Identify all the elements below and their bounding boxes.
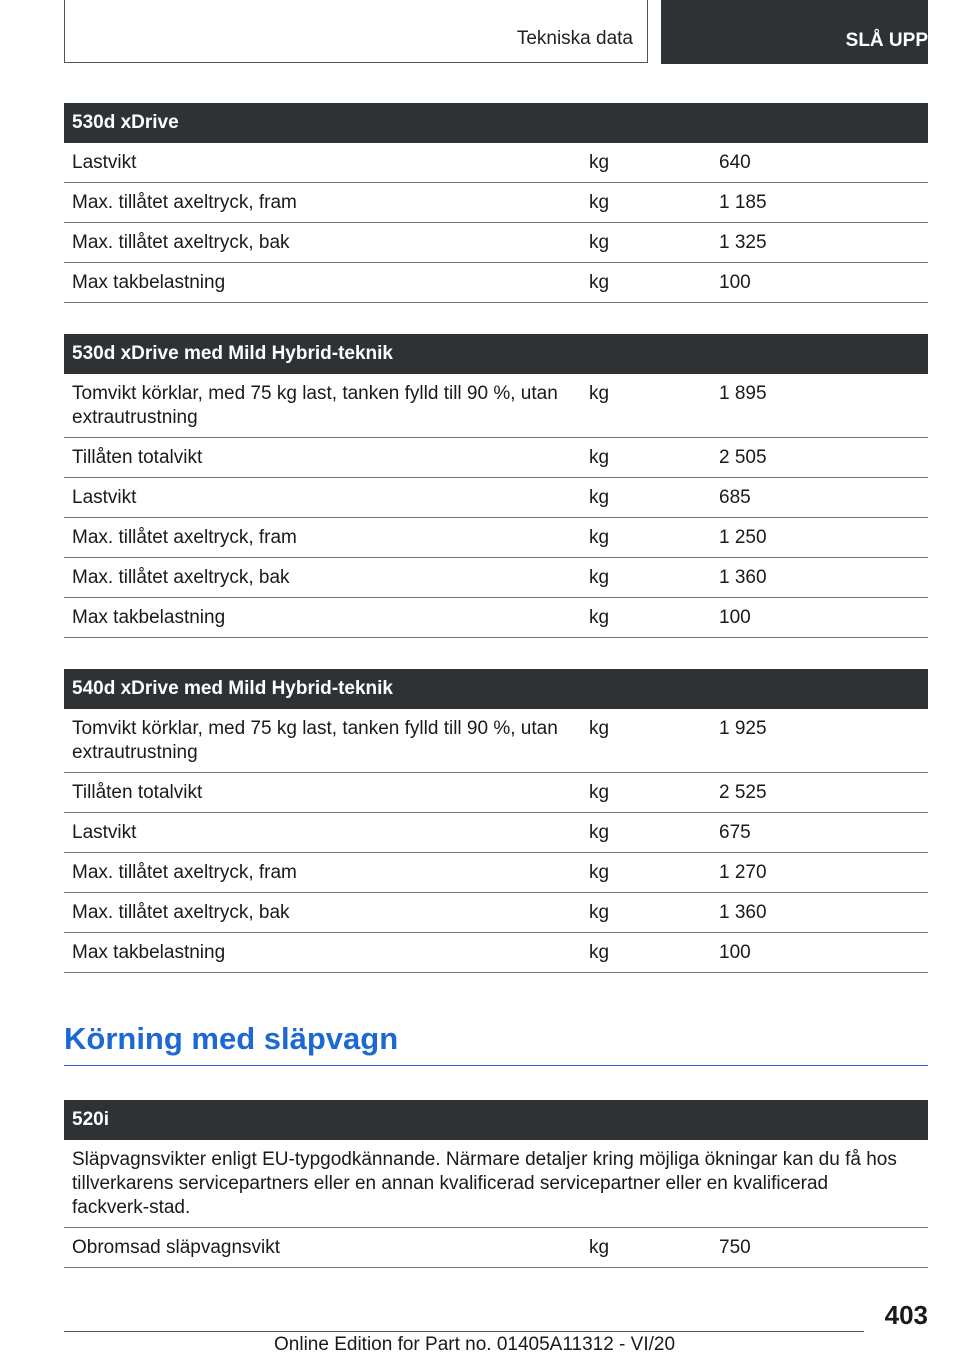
row-value: 1 185 (719, 192, 767, 213)
table-title: 520i (64, 1100, 928, 1140)
row-unit: kg (589, 272, 610, 293)
table-row (64, 773, 928, 813)
row-unit: kg (589, 192, 610, 213)
row-label: Tomvikt körklar, med 75 kg last, tanken fylld till 90 %, utan extrautrustning (72, 718, 558, 763)
edition-text: Online Edition for Part no. 01405A11312 - VI/20 (274, 1334, 676, 1355)
row-label: Max. tillåtet axeltryck, bak (72, 902, 290, 923)
row-unit: kg (589, 942, 610, 963)
lookup-label: SLÅ UPP (845, 30, 928, 51)
row-value: 685 (719, 487, 751, 508)
table-note-row (64, 1140, 928, 1228)
page-header (64, 0, 928, 64)
row-label: Lastvikt (72, 152, 137, 173)
row-value: 750 (719, 1237, 751, 1258)
row-unit: kg (589, 527, 610, 548)
row-unit: kg (589, 718, 610, 739)
spec-table-530d (64, 103, 928, 303)
table-row (64, 143, 928, 183)
trailer-table-520i (64, 1100, 928, 1268)
row-unit: kg (589, 152, 610, 173)
row-unit: kg (589, 567, 610, 588)
row-label: Max. tillåtet axeltryck, fram (72, 862, 297, 883)
table-row (64, 1228, 928, 1268)
page-content (64, 103, 928, 1268)
row-label: Max takbelastning (72, 272, 226, 293)
table-row (64, 853, 928, 893)
row-label: Max. tillåtet axeltryck, bak (72, 567, 290, 588)
section-label: Tekniska data (516, 28, 633, 49)
table-row (64, 558, 928, 598)
row-label: Max. tillåtet axeltryck, bak (72, 232, 290, 253)
table-title: 530d xDrive (64, 103, 928, 143)
section-tab[interactable] (64, 0, 648, 63)
table-row (64, 518, 928, 558)
row-label: Tillåten totalvikt (72, 782, 203, 803)
row-unit: kg (589, 232, 610, 253)
row-value: 2 525 (719, 782, 767, 803)
table-title: 530d xDrive med Mild Hybrid-teknik (64, 334, 928, 374)
row-label: Tomvikt körklar, med 75 kg last, tanken fylld till 90 %, utan extrautrustning (72, 383, 558, 428)
table-row (64, 183, 928, 223)
spec-table-540d-hybrid (64, 669, 928, 973)
table-note: Släpvagnsvikter enligt EU-typgodkännande. Närmare detaljer kring möjliga ökningar kan du få hos tillverkarens servicepartners eller en annan kvalificerad servicepartner eller en kvalificerad fackverk-stad. (72, 1149, 897, 1218)
row-value: 2 505 (719, 447, 767, 468)
row-label: Max takbelastning (72, 942, 226, 963)
row-unit: kg (589, 487, 610, 508)
table-row (64, 709, 928, 773)
row-value: 640 (719, 152, 751, 173)
spec-table-530d-hybrid (64, 334, 928, 638)
row-value: 100 (719, 607, 751, 628)
table-row (64, 374, 928, 438)
page-number: 403 (884, 1300, 928, 1330)
section-heading: Körning med släpvagn (64, 1021, 928, 1066)
row-unit: kg (589, 822, 610, 843)
row-value: 1 270 (719, 862, 767, 883)
row-value: 100 (719, 272, 751, 293)
row-unit: kg (589, 902, 610, 923)
row-value: 675 (719, 822, 751, 843)
table-row (64, 478, 928, 518)
row-unit: kg (589, 862, 610, 883)
row-value: 1 360 (719, 567, 767, 588)
row-label: Max. tillåtet axeltryck, fram (72, 527, 297, 548)
table-row (64, 263, 928, 303)
row-label: Max. tillåtet axeltryck, fram (72, 192, 297, 213)
table-row (64, 223, 928, 263)
row-unit: kg (589, 447, 610, 468)
row-value: 1 895 (719, 383, 767, 404)
table-row (64, 438, 928, 478)
table-row (64, 933, 928, 973)
row-value: 1 250 (719, 527, 767, 548)
table-row (64, 813, 928, 853)
row-unit: kg (589, 1237, 610, 1258)
row-label: Obromsad släpvagnsvikt (72, 1237, 281, 1258)
table-row (64, 893, 928, 933)
row-label: Lastvikt (72, 822, 137, 843)
row-unit: kg (589, 607, 610, 628)
row-value: 1 325 (719, 232, 767, 253)
row-unit: kg (589, 782, 610, 803)
table-row (64, 598, 928, 638)
row-value: 1 925 (719, 718, 767, 739)
row-label: Max takbelastning (72, 607, 226, 628)
row-label: Lastvikt (72, 487, 137, 508)
table-title: 540d xDrive med Mild Hybrid-teknik (64, 669, 928, 709)
row-unit: kg (589, 383, 610, 404)
row-value: 100 (719, 942, 751, 963)
footer-divider (64, 1331, 864, 1332)
row-value: 1 360 (719, 902, 767, 923)
row-label: Tillåten totalvikt (72, 447, 203, 468)
lookup-tab[interactable] (661, 0, 928, 64)
